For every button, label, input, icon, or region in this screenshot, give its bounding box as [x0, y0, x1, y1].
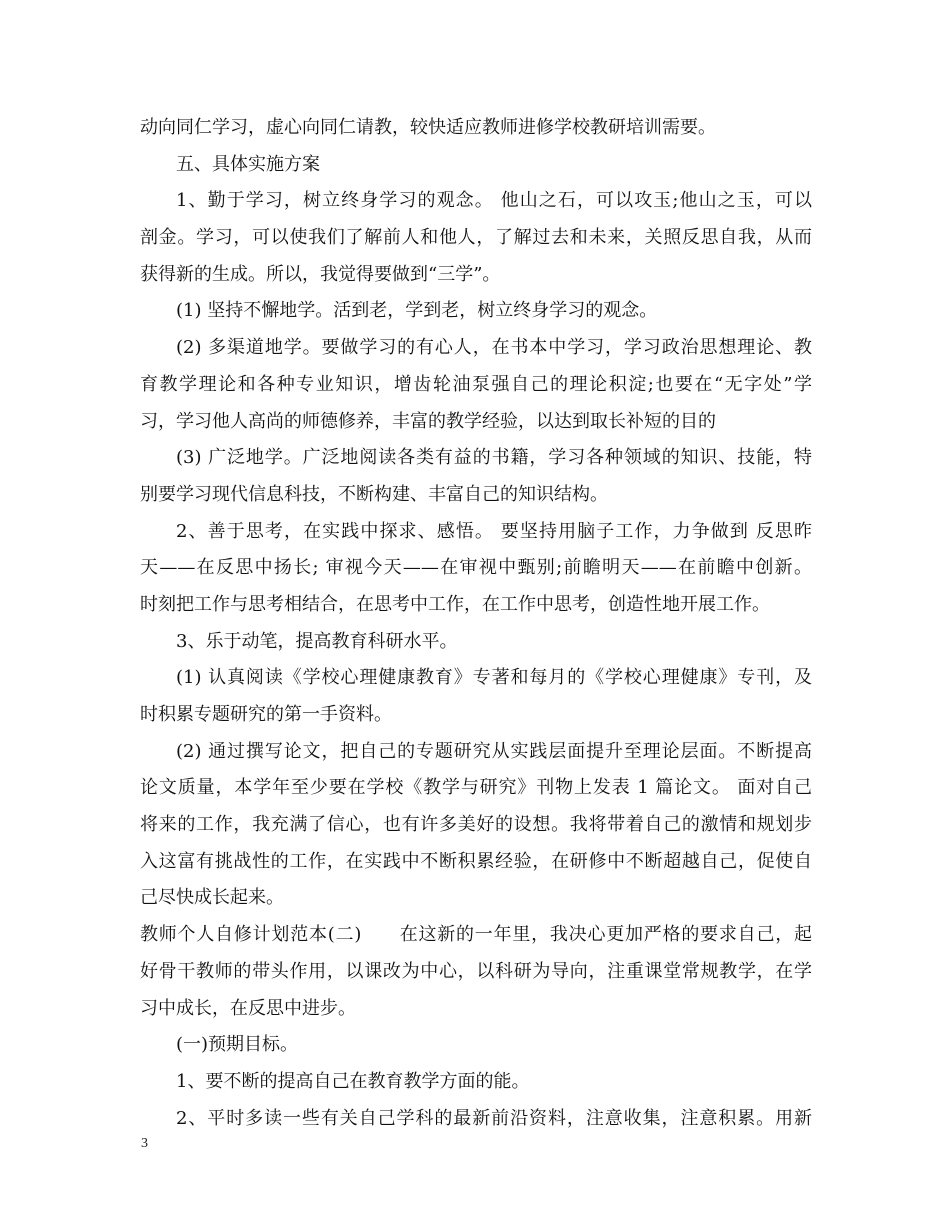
text-line: 2、平时多读一些有关自己学科的最新前沿资料，注意收集，注意积累。用新	[176, 1107, 812, 1129]
text-line: 1、勤于学习，树立终身学习的观念。 他山之石，可以攻玉;他山之玉，可以	[176, 190, 812, 212]
text-line: 时刻把工作与思考相结合，在思考中工作，在工作中思考，创造性地开展工作。	[140, 593, 770, 615]
text-line: 获得新的生成。所以，我觉得要做到“三学”。	[140, 263, 501, 285]
text-line: (3) 广泛地学。广泛地阅读各类有益的书籍，学习各种领域的知识、技能，特	[176, 447, 812, 469]
text-line: 将来的工作，我充满了信心，也有许多美好的设想。我将带着自己的激情和规划步	[140, 814, 812, 836]
text-line: 育教学理论和各种专业知识，增齿轮油泵强自己的理论积淀;也要在“无字处”学	[140, 373, 812, 395]
text-line: (1) 认真阅读《学校心理健康教育》专著和每月的《学校心理健康》专刊，及	[176, 667, 812, 689]
text-line: 剖金。学习，可以使我们了解前人和他人，了解过去和未来，关照反思自我，从而	[140, 227, 812, 249]
page-number: 3	[141, 1136, 148, 1151]
text-line: (一)预期目标。	[176, 1034, 299, 1056]
text-line: 习，学习他人高尚的师德修养，丰富的教学经验，以达到取长补短的目的	[140, 410, 716, 432]
text-line: 3、乐于动笔，提高教育科研水平。	[176, 630, 458, 652]
text-line: 1、要不断的提高自己在教育教学方面的能。	[176, 1070, 530, 1092]
text-line: 己尽快成长起来。	[140, 887, 284, 909]
text-line: 五、具体实施方案	[176, 153, 320, 175]
text-line: 教师个人自修计划范本(二) 在这新的一年里，我决心更加严格的要求自己，起	[140, 924, 812, 946]
text-line: 别要学习现代信息科技，不断构建、丰富自己的知识结构。	[140, 483, 608, 505]
text-line: 天——在反思中扬长; 审视今天——在审视中甄别;前瞻明天——在前瞻中创新。	[140, 557, 812, 579]
text-line: (2) 通过撰写论文，把自己的专题研究从实践层面提升至理论层面。不断提高	[176, 740, 812, 762]
text-line: (1) 坚持不懈地学。活到老，学到老，树立终身学习的观念。	[176, 300, 658, 322]
text-line: 时积累专题研究的第一手资料。	[140, 704, 392, 725]
document-body	[140, 110, 812, 1137]
text-line: 论文质量，本学年至少要在学校《教学与研究》刊物上发表 1 篇论文。 面对自己	[140, 777, 812, 799]
text-line: 好骨干教师的带头作用，以课改为中心，以科研为导向，注重课堂常规教学，在学	[140, 960, 812, 982]
text-line: 习中成长，在反思中进步。	[140, 997, 356, 1019]
text-line: 2、善于思考，在实践中探求、感悟。 要坚持用脑子工作，力争做到 反思昨	[176, 520, 812, 542]
text-line: 动向同仁学习，虚心向同仁请教，较快适应教师进修学校教研培训需要。	[140, 117, 716, 138]
text-line: 入这富有挑战性的工作，在实践中不断积累经验，在研修中不断超越自己，促使自	[140, 850, 812, 872]
text-line: (2) 多渠道地学。要做学习的有心人，在书本中学习，学习政治思想理论、教	[176, 337, 812, 359]
